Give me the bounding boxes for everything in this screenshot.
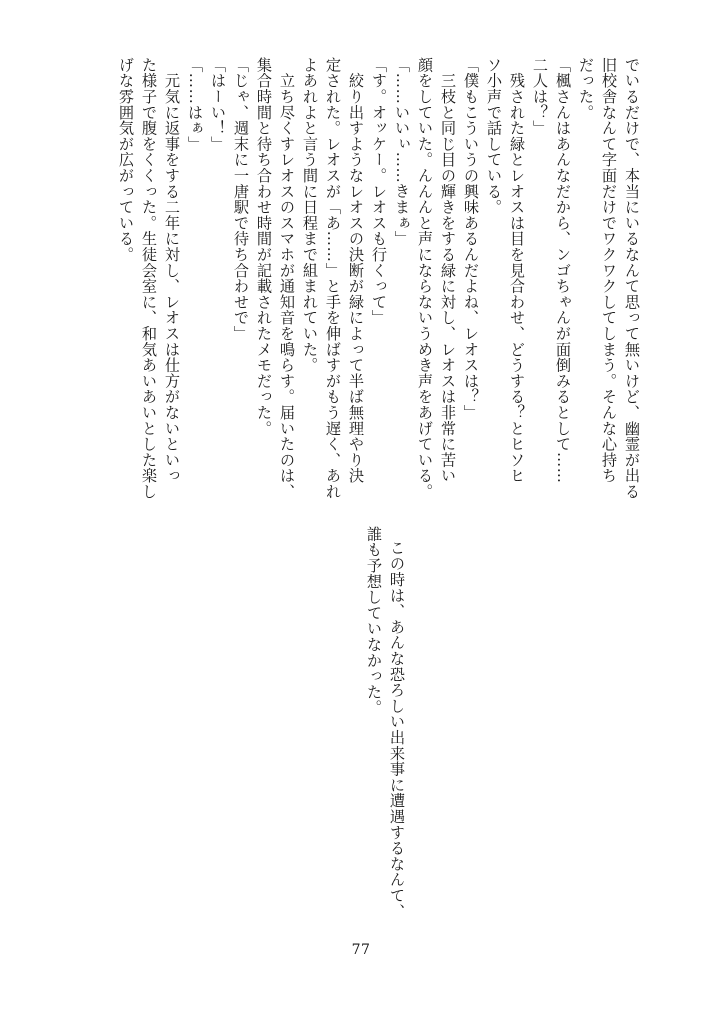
text-line-5: 二人は？」 xyxy=(531,57,549,136)
text-line-15: よあれよと言う間に日程まで組まれていた。 xyxy=(301,57,319,373)
text-line-14: 定された。レオスが「あ……」と手を伸ばすがもう遅く、あれ xyxy=(324,57,342,500)
text-line-21: 元気に返事をする二年に対し、レオスは仕方がないといっ xyxy=(163,57,181,484)
text-line-9: 三枝と同じ目の輝きをする緑に対し、レオスは非常に苦い xyxy=(439,57,457,484)
text-line-12: 「す。オッケー。レオスも行くって」 xyxy=(370,57,388,326)
text-line-23: げな雰囲気が広がっている。 xyxy=(117,57,135,263)
text-line-19: 「はーい！」 xyxy=(209,57,227,152)
closing-line-1: この時は、あんな恐ろしい出来事に遭遇するなんて、 xyxy=(388,540,406,920)
text-line-16: 立ち尽くすレオスのスマホが通知音を鳴らす。届いたのは、 xyxy=(278,57,296,500)
text-line-1: でいるだけで、本当にいるなんて思って無いけど、幽霊が出る xyxy=(623,57,641,500)
text-line-6: 残された緑とレオスは目を見合わせ、どうする？とヒソヒ xyxy=(508,57,526,484)
text-line-11: 「……いいぃ……きまぁ」 xyxy=(393,57,411,247)
text-line-8: 「僕もこういうの興味あるんだよね、レオスは？」 xyxy=(462,57,480,421)
text-line-20: 「……はぁ」 xyxy=(186,57,204,152)
text-line-13: 絞り出すようなレオスの決断が緑によって半ば無理やり決 xyxy=(347,57,365,484)
closing-line-2: 誰も予想していなかった。 xyxy=(365,526,383,716)
text-line-18: 「じゃ、週末に一唐駅で待ち合わせで」 xyxy=(232,57,250,342)
text-line-4: 「楓さんはあんなだから、ンゴちゃんが面倒みるとして…… xyxy=(554,57,572,484)
text-line-22: た様子で腹をくくった。生徒会室に、和気あいあいとした楽し xyxy=(140,57,158,500)
page-number: 77 xyxy=(351,942,371,958)
text-line-10: 顔をしていた。んんんと声にならないうめき声をあげている。 xyxy=(416,57,434,500)
text-line-17: 集合時間と待ち合わせ時間が記載されたメモだった。 xyxy=(255,57,273,437)
text-line-3: だった。 xyxy=(577,57,595,121)
text-line-7: ソ小声で話している。 xyxy=(485,57,503,215)
text-line-2: 旧校舎なんて字面だけでワクワクしてしまう。そんな心持ち xyxy=(600,57,618,484)
